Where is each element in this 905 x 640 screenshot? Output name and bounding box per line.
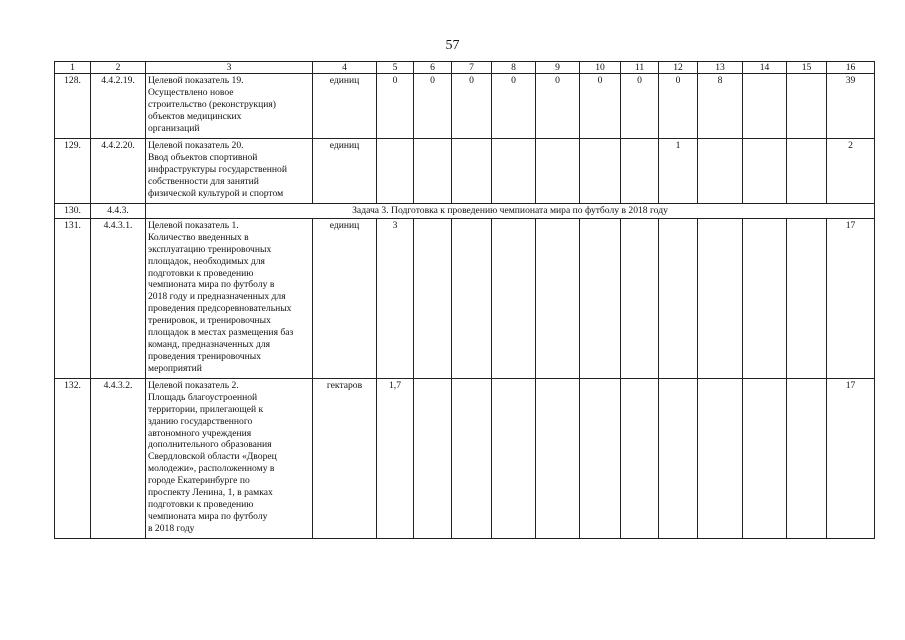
column-header: 16	[827, 62, 875, 74]
row-number: 129.	[55, 139, 91, 204]
column-header: 13	[698, 62, 743, 74]
indicator-table	[54, 61, 875, 539]
value-cell: 1	[659, 139, 698, 204]
value-cell	[787, 378, 827, 538]
row-code: 4.4.3.1.	[91, 218, 146, 378]
table-row	[55, 139, 875, 204]
column-header: 14	[743, 62, 787, 74]
page-number: 57	[445, 38, 460, 53]
value-cell	[621, 139, 659, 204]
value-cell	[743, 139, 787, 204]
table-row	[55, 218, 875, 378]
value-cell	[536, 218, 580, 378]
row-number: 128.	[55, 74, 91, 139]
row-unit: единиц	[313, 218, 377, 378]
column-header: 5	[377, 62, 414, 74]
value-cell: 0	[580, 74, 621, 139]
value-cell	[743, 218, 787, 378]
task-heading: Задача 3. Подготовка к проведению чемпионата мира по футболу в 2018 году	[146, 204, 875, 219]
value-cell: 0	[492, 74, 536, 139]
value-cell	[743, 74, 787, 139]
value-cell: 17	[827, 218, 875, 378]
value-cell: 2	[827, 139, 875, 204]
value-cell	[452, 218, 492, 378]
value-cell	[659, 378, 698, 538]
column-header: 15	[787, 62, 827, 74]
value-cell: 3	[377, 218, 414, 378]
value-cell	[492, 378, 536, 538]
row-unit: единиц	[313, 74, 377, 139]
value-cell	[698, 139, 743, 204]
value-cell	[452, 139, 492, 204]
value-cell	[414, 139, 452, 204]
value-cell	[492, 139, 536, 204]
value-cell	[414, 218, 452, 378]
value-cell: 0	[414, 74, 452, 139]
column-header: 2	[91, 62, 146, 74]
table-row	[55, 74, 875, 139]
column-header: 9	[536, 62, 580, 74]
header-row	[55, 62, 875, 74]
row-unit: единиц	[313, 139, 377, 204]
value-cell: 1,7	[377, 378, 414, 538]
row-code: 4.4.3.2.	[91, 378, 146, 538]
value-cell: 0	[377, 74, 414, 139]
column-header: 3	[146, 62, 313, 74]
column-header: 7	[452, 62, 492, 74]
column-header: 8	[492, 62, 536, 74]
value-cell	[452, 378, 492, 538]
column-header: 10	[580, 62, 621, 74]
column-header: 4	[313, 62, 377, 74]
value-cell	[787, 218, 827, 378]
value-cell	[698, 218, 743, 378]
row-number: 132.	[55, 378, 91, 538]
value-cell: 0	[621, 74, 659, 139]
value-cell	[787, 74, 827, 139]
column-header: 1	[55, 62, 91, 74]
column-header: 11	[621, 62, 659, 74]
column-header: 6	[414, 62, 452, 74]
value-cell: 39	[827, 74, 875, 139]
value-cell	[580, 218, 621, 378]
value-cell: 0	[452, 74, 492, 139]
row-description: Целевой показатель 19. Осуществлено новое строительство (реконструкция) объектов медицинских организаций	[146, 74, 313, 139]
row-unit: гектаров	[313, 378, 377, 538]
row-description: Целевой показатель 20. Ввод объектов спортивной инфраструктуры государственной собственности для занятий физической культурой и спортом	[146, 139, 313, 204]
value-cell: 0	[536, 74, 580, 139]
value-cell	[621, 218, 659, 378]
row-code: 4.4.3.	[91, 204, 146, 219]
value-cell	[492, 218, 536, 378]
value-cell	[414, 378, 452, 538]
row-number: 131.	[55, 218, 91, 378]
row-description: Целевой показатель 1. Количество введенных в эксплуатацию тренировочных площадок, необходимых для подготовки к проведению чемпионата мира по футболу в 2018 году и предназначенных для проведения предсоревновательных тренировок, и тренировочных площадок в местах размещения баз команд, предназначенных для проведения тренировочных мероприятий	[146, 218, 313, 378]
value-cell	[621, 378, 659, 538]
column-header: 12	[659, 62, 698, 74]
table-row	[55, 204, 875, 219]
value-cell	[536, 139, 580, 204]
value-cell	[743, 378, 787, 538]
value-cell: 8	[698, 74, 743, 139]
table-row	[55, 378, 875, 538]
value-cell: 17	[827, 378, 875, 538]
row-description: Целевой показатель 2. Площадь благоустроенной территории, прилегающей к зданию государственного автономного учреждения дополнительного образования Свердловской области «Дворец молодежи», расположенному в городе Екатеринбурге по проспекту Ленина, 1, в рамках подготовки к проведению чемпионата мира по футболу в 2018 году	[146, 378, 313, 538]
row-number: 130.	[55, 204, 91, 219]
value-cell	[787, 139, 827, 204]
value-cell: 0	[659, 74, 698, 139]
value-cell	[698, 378, 743, 538]
value-cell	[659, 218, 698, 378]
row-code: 4.4.2.20.	[91, 139, 146, 204]
value-cell	[536, 378, 580, 538]
row-code: 4.4.2.19.	[91, 74, 146, 139]
value-cell	[580, 139, 621, 204]
value-cell	[377, 139, 414, 204]
value-cell	[580, 378, 621, 538]
